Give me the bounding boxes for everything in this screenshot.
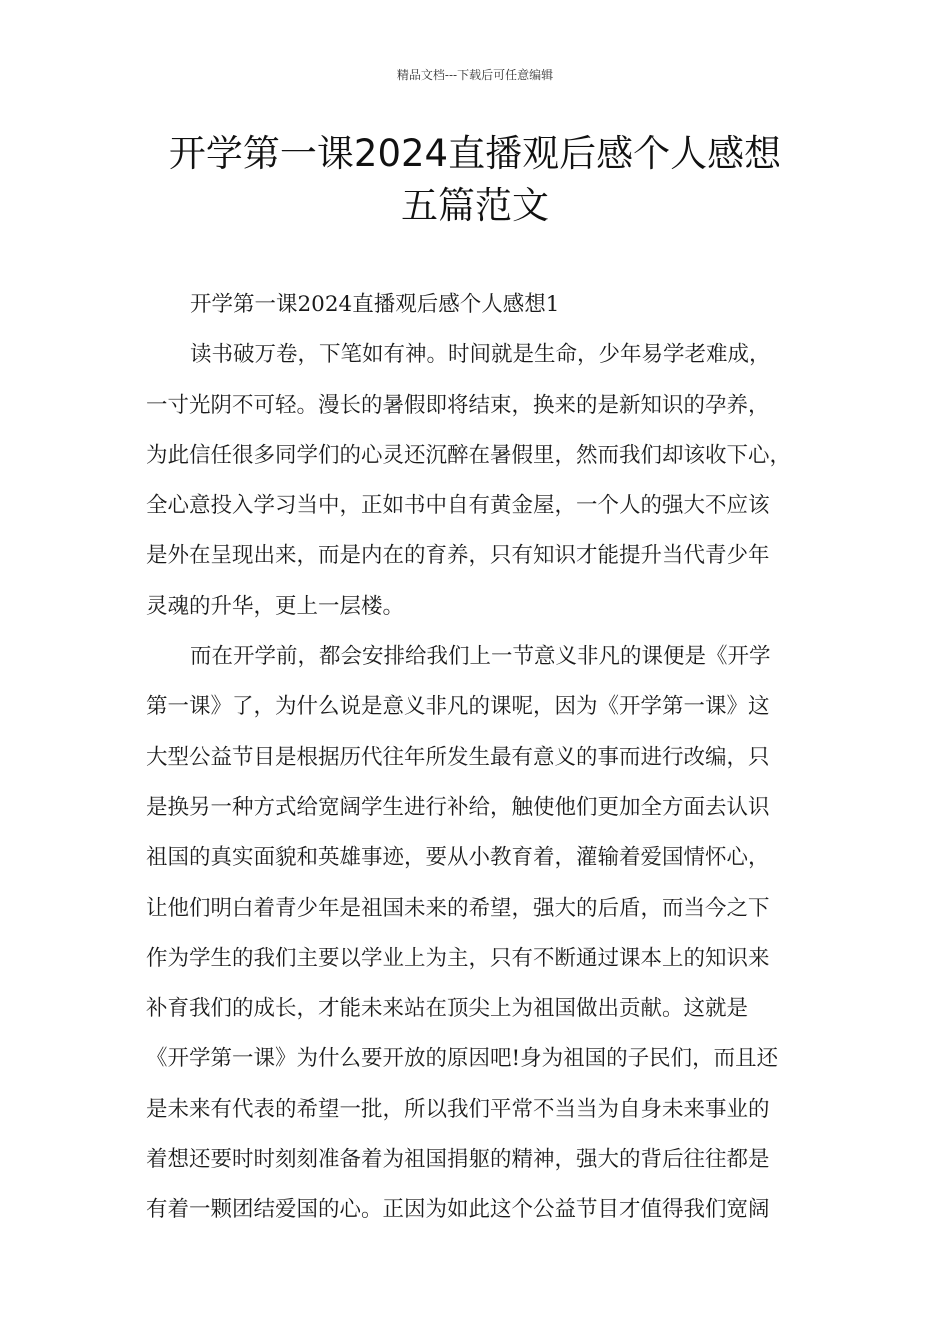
text-line: 读书破万卷，下笔如有神。时间就是生命，少年易学老难成， [190,342,771,368]
text-line: 祖国的真实面貌和英雄事迹，要从小教育着，灌输着爱国情怀心， [146,845,770,871]
text-line: 《开学第一课》为什么要开放的原因吧!身为祖国的子民们，而且还 [146,1046,779,1072]
text-line: 补育我们的成长，才能未来站在顶尖上为祖国做出贡献。这就是 [146,996,749,1022]
page-header: 精品文档---下载后可任意编辑 [396,68,554,82]
section-heading: 开学第一课2024直播观后感个人感想1 [190,292,560,317]
document-body [146,280,818,1236]
text-line: 全心意投入学习当中，正如书中自有黄金屋，一个人的强大不应该 [146,493,770,519]
text-line: 是外在呈现出来，而是内在的育养，只有知识才能提升当代青少年 [146,543,770,569]
text-line: 灵魂的升华，更上一层楼。 [146,593,405,619]
text-line: 为此信任很多同学们的心灵还沉醉在暑假里，然而我们却该收下心， [146,442,792,468]
text-line: 着想还要时时刻刻准备着为祖国捐躯的精神，强大的背后往往都是 [146,1147,770,1173]
text-line: 有着一颗团结爱国的心。正因为如此这个公益节目才值得我们宽阔 [146,1197,770,1223]
title-line-2: 五篇范文 [401,184,549,227]
text-line: 大型公益节目是根据历代往年所发生最有意义的事而进行改编，只 [146,744,770,770]
title-line-1: 开学第一课2024直播观后感个人感想 [168,132,782,175]
text-line: 第一课》了，为什么说是意义非凡的课呢，因为《开学第一课》这 [146,694,770,720]
text-line: 让他们明白着青少年是祖国未来的希望，强大的后盾，而当今之下 [146,895,770,921]
text-line: 一寸光阴不可轻。漫长的暑假即将结束，换来的是新知识的孕养， [146,392,770,418]
text-line: 作为学生的我们主要以学业上为主，只有不断通过课本上的知识来 [146,945,770,971]
document-title [120,128,830,232]
text-line: 是未来有代表的希望一批，所以我们平常不当当为自身未来事业的 [146,1096,770,1122]
text-line: 是换另一种方式给宽阔学生进行补给，触使他们更加全方面去认识 [146,794,770,820]
text-line: 而在开学前，都会安排给我们上一节意义非凡的课便是《开学 [190,644,771,670]
